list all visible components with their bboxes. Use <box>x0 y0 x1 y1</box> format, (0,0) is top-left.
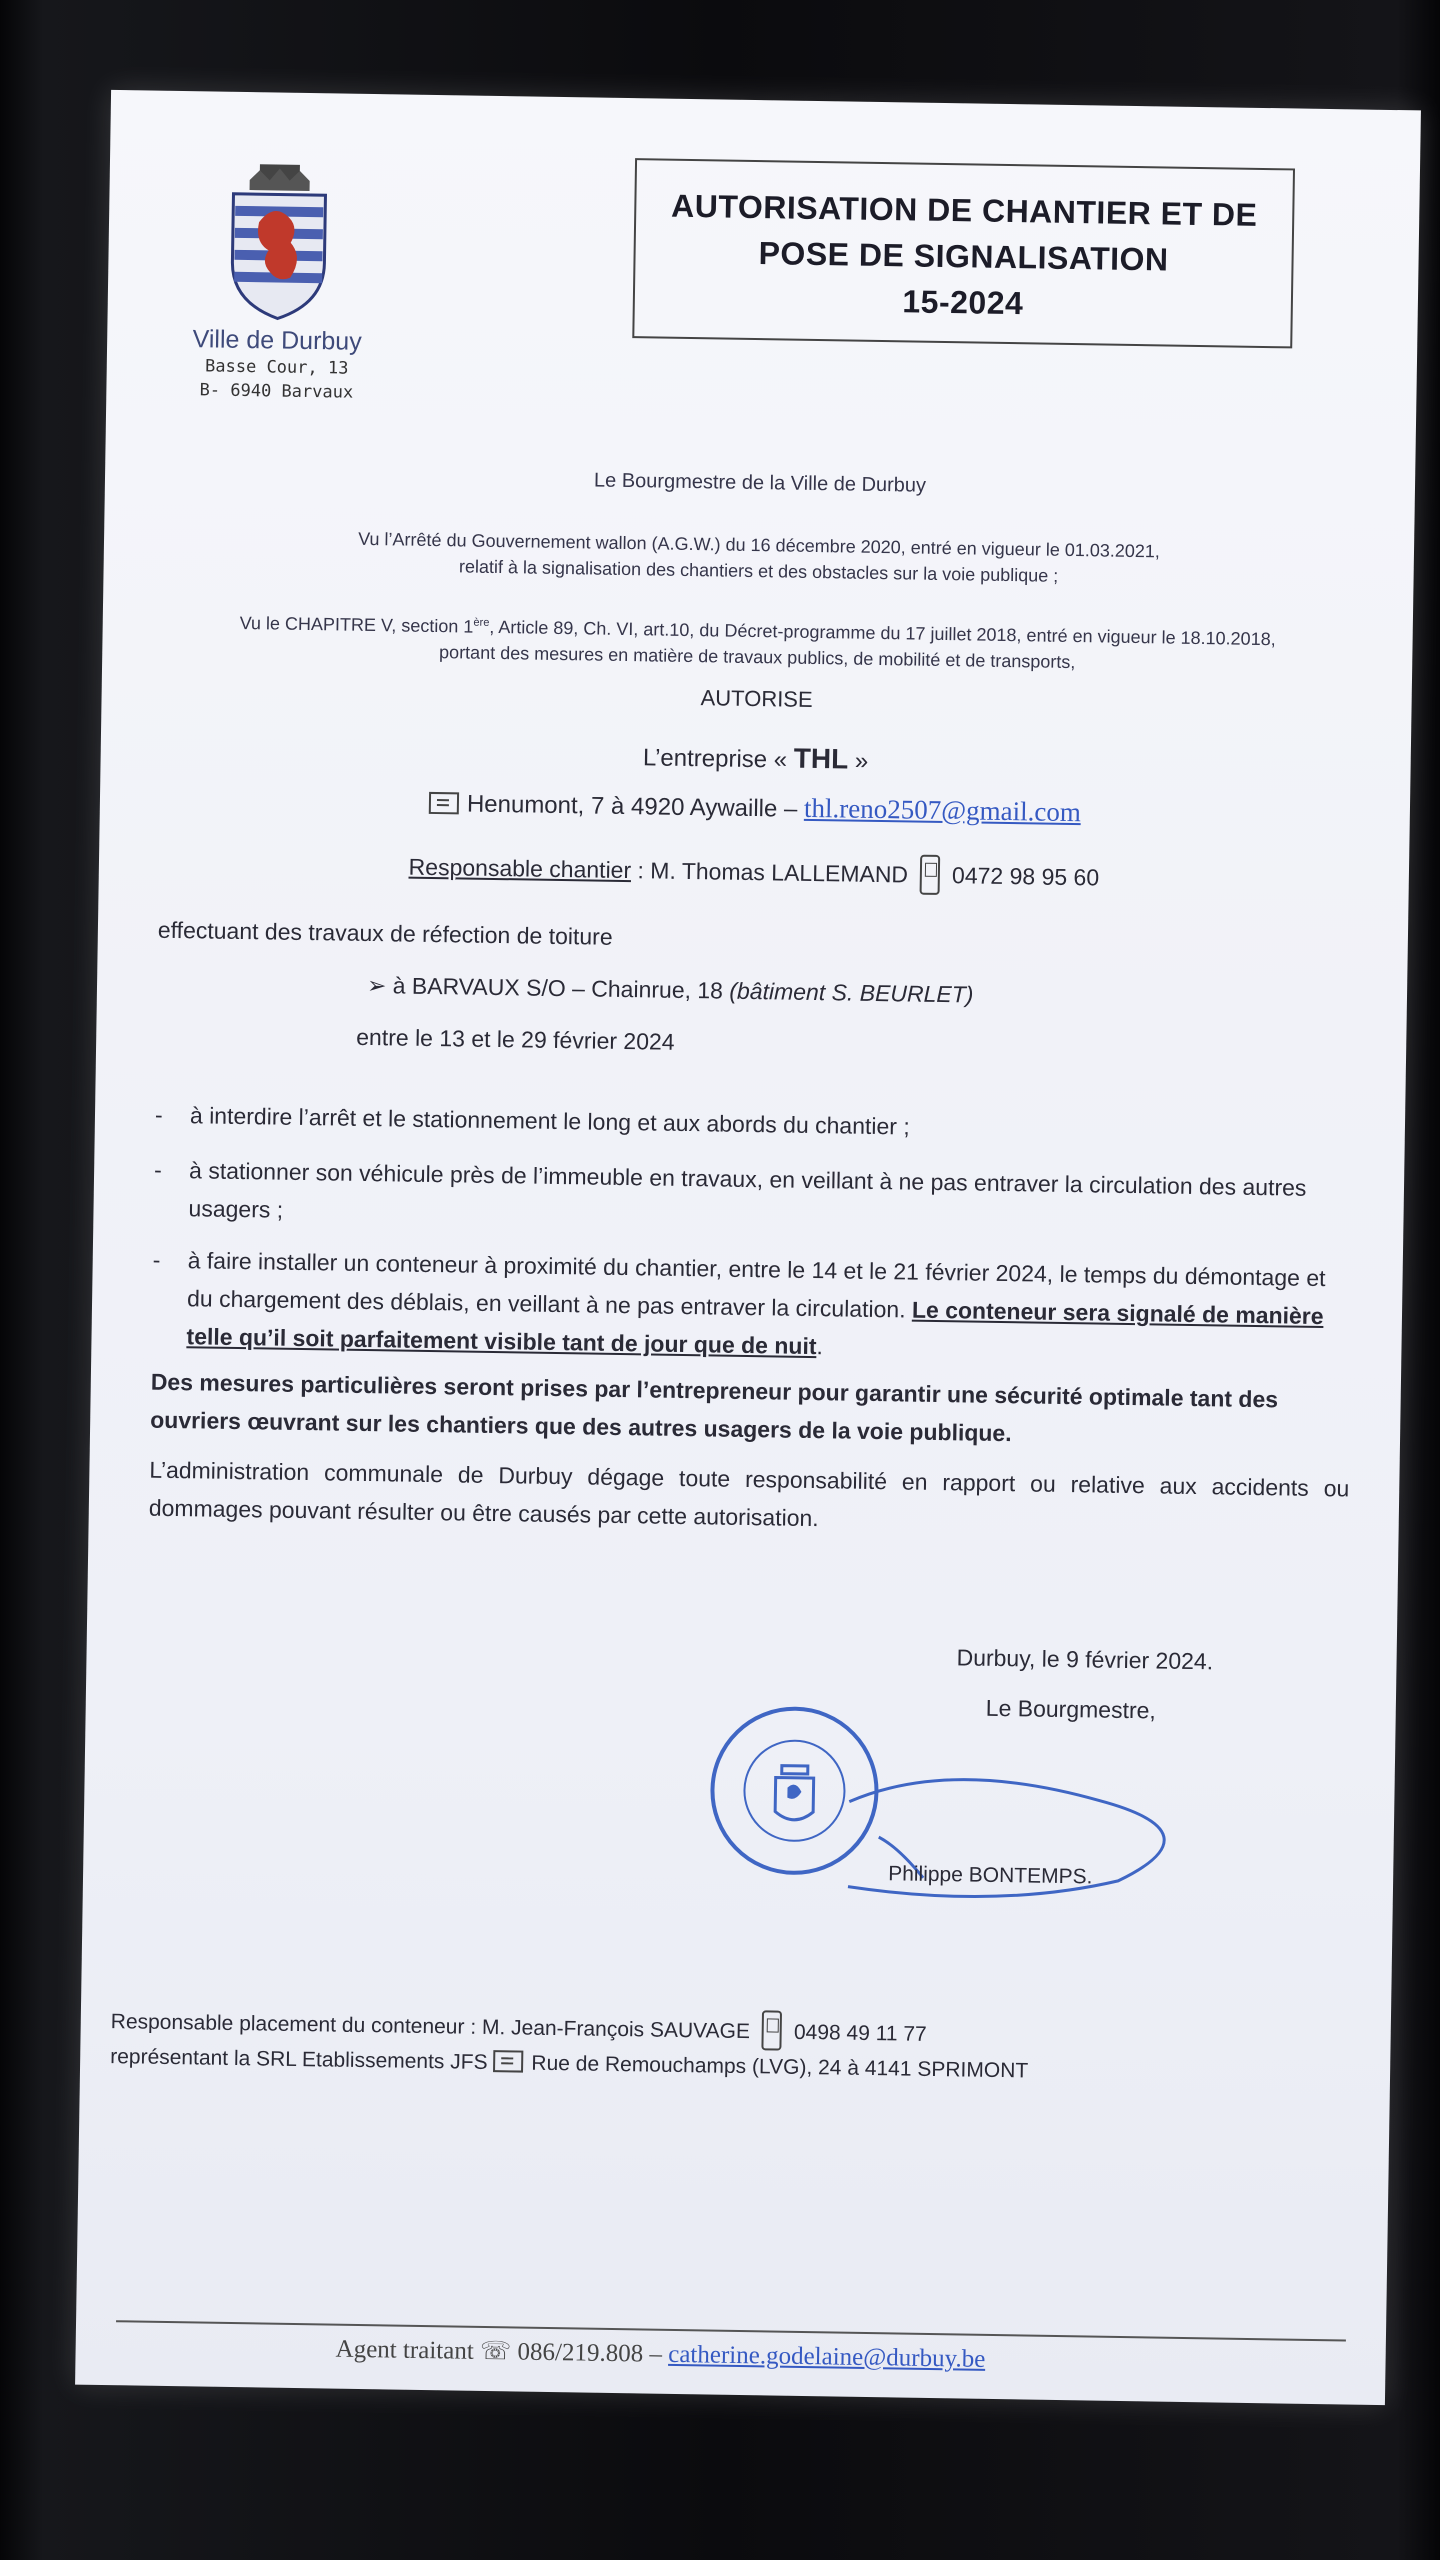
container-phone: 0498 49 11 77 <box>793 2020 927 2046</box>
company-address: Henumont, 7 à 4920 Aywaille – thl.reno2507@gmail.com <box>100 782 1410 834</box>
address-street: Basse Cour, 13 <box>204 356 349 379</box>
durbuy-coat-of-arms-icon <box>217 162 339 324</box>
title-number: 15-2024 <box>902 283 1024 322</box>
mobile-phone-icon <box>762 2010 783 2050</box>
safety-measures-paragraph: Des mesures particulières seront prises par l’entrepreneur pour garantir une sécurité optimale tant des ouvriers œuvrant sur les chantiers que des autres usagers de la voie publique. <box>150 1368 1279 1447</box>
footer-divider <box>116 2320 1346 2341</box>
address-postal: B- 6940 Barvaux <box>199 380 354 403</box>
works-location: ➢ à BARVAUX S/O – Chainrue, 18 (bâtiment S. BEURLET) <box>366 971 974 1008</box>
phone-icon: ☏ <box>479 2337 512 2366</box>
list-item: - à stationner son véhicule près de l’immeuble en travaux, en veillant à ne pas entraver la circulation des autres usagers ; <box>153 1156 1307 1223</box>
signature-role: Le Bourgmestre, <box>985 1694 1157 1724</box>
title-line-1: AUTORISATION DE CHANTIER ET DE <box>670 187 1258 233</box>
company-name: THL <box>793 742 849 775</box>
signatory-name: Philippe BONTEMPS. <box>887 1862 1093 1889</box>
document-title-box <box>632 158 1295 348</box>
mail-icon <box>429 792 459 814</box>
agent-email-link[interactable]: catherine.godelaine@durbuy.be <box>668 2340 986 2373</box>
site-manager-line: Responsable chantier : M. Thomas LALLEMAND 0472 98 95 60 <box>99 842 1409 903</box>
works-dates: entre le 13 et le 29 février 2024 <box>356 1023 675 1055</box>
legal-reference-2: Vu le CHAPITRE V, section 1ère, Article 89, Ch. VI, art.10, du Décret-programme du 17 juillet 2018, entré en vigueur le 18.10.2018, portant des mesures en matière de travaux publics, de mobilité et de transports, <box>239 612 1276 673</box>
footer-agent: Agent traitant ☏ 086/219.808 – catherine.godelaine@durbuy.be <box>335 2335 986 2373</box>
autorise-heading: AUTORISE <box>700 685 813 712</box>
arrow-bullet-icon: ➢ <box>366 971 387 999</box>
signature-date: Durbuy, le 9 février 2024. <box>956 1644 1214 1675</box>
list-item: - à faire installer un conteneur à proximité du chantier, entre le 14 et le 21 février 2024, le temps du démontage et du chargement des déblais, en veillant à ne pas entraver la circulation. Le conteneur sera signalé de manière telle qu’il soit parfaitement visible tant de jour que de nuit. <box>152 1246 1326 1360</box>
list-item: - à interdire l’arrêt et le stationnement le long et aux abords du chantier ; <box>154 1101 910 1140</box>
site-manager-phone: 0472 98 95 60 <box>951 862 1100 891</box>
container-signal-notice: Le conteneur sera signalé de manière telle qu’il soit parfaitement visible tant de jour que de nuit <box>186 1296 1324 1360</box>
city-name: Ville de Durbuy <box>192 325 362 356</box>
document-page <box>75 90 1421 2405</box>
bourgmestre-heading: Le Bourgmestre de la Ville de Durbuy <box>593 469 927 497</box>
legal-reference-1: Vu l’Arrêté du Gouvernement wallon (A.G.W.) du 16 décembre 2020, entré en vigueur le 01.03.2021, relatif à la signalisation des chantiers et des obstacles sur la voie publique ; <box>358 528 1161 586</box>
container-contact: Responsable placement du conteneur : M. Jean-François SAUVAGE 0498 49 11 77 représentant la SRL Etablissements JFS Rue de Remouchamps (LVG), 24 à 4141 SPRIMONT <box>110 2010 1029 2083</box>
municipality-header <box>166 161 390 405</box>
liability-paragraph: L’administration communale de Durbuy dégage toute responsabilité en rapport ou relative aux accidents ou dommages pouvant résulter ou être causés par cette autorisation. <box>148 1456 1350 1532</box>
mail-icon <box>493 2050 523 2072</box>
title-line-2: POSE DE SIGNALISATION <box>758 235 1169 278</box>
company-email-link[interactable]: thl.reno2507@gmail.com <box>803 792 1082 828</box>
company-line: L’entreprise « THL » <box>642 742 869 775</box>
works-description: effectuant des travaux de réfection de toiture <box>157 916 613 950</box>
mobile-phone-icon <box>920 855 941 895</box>
